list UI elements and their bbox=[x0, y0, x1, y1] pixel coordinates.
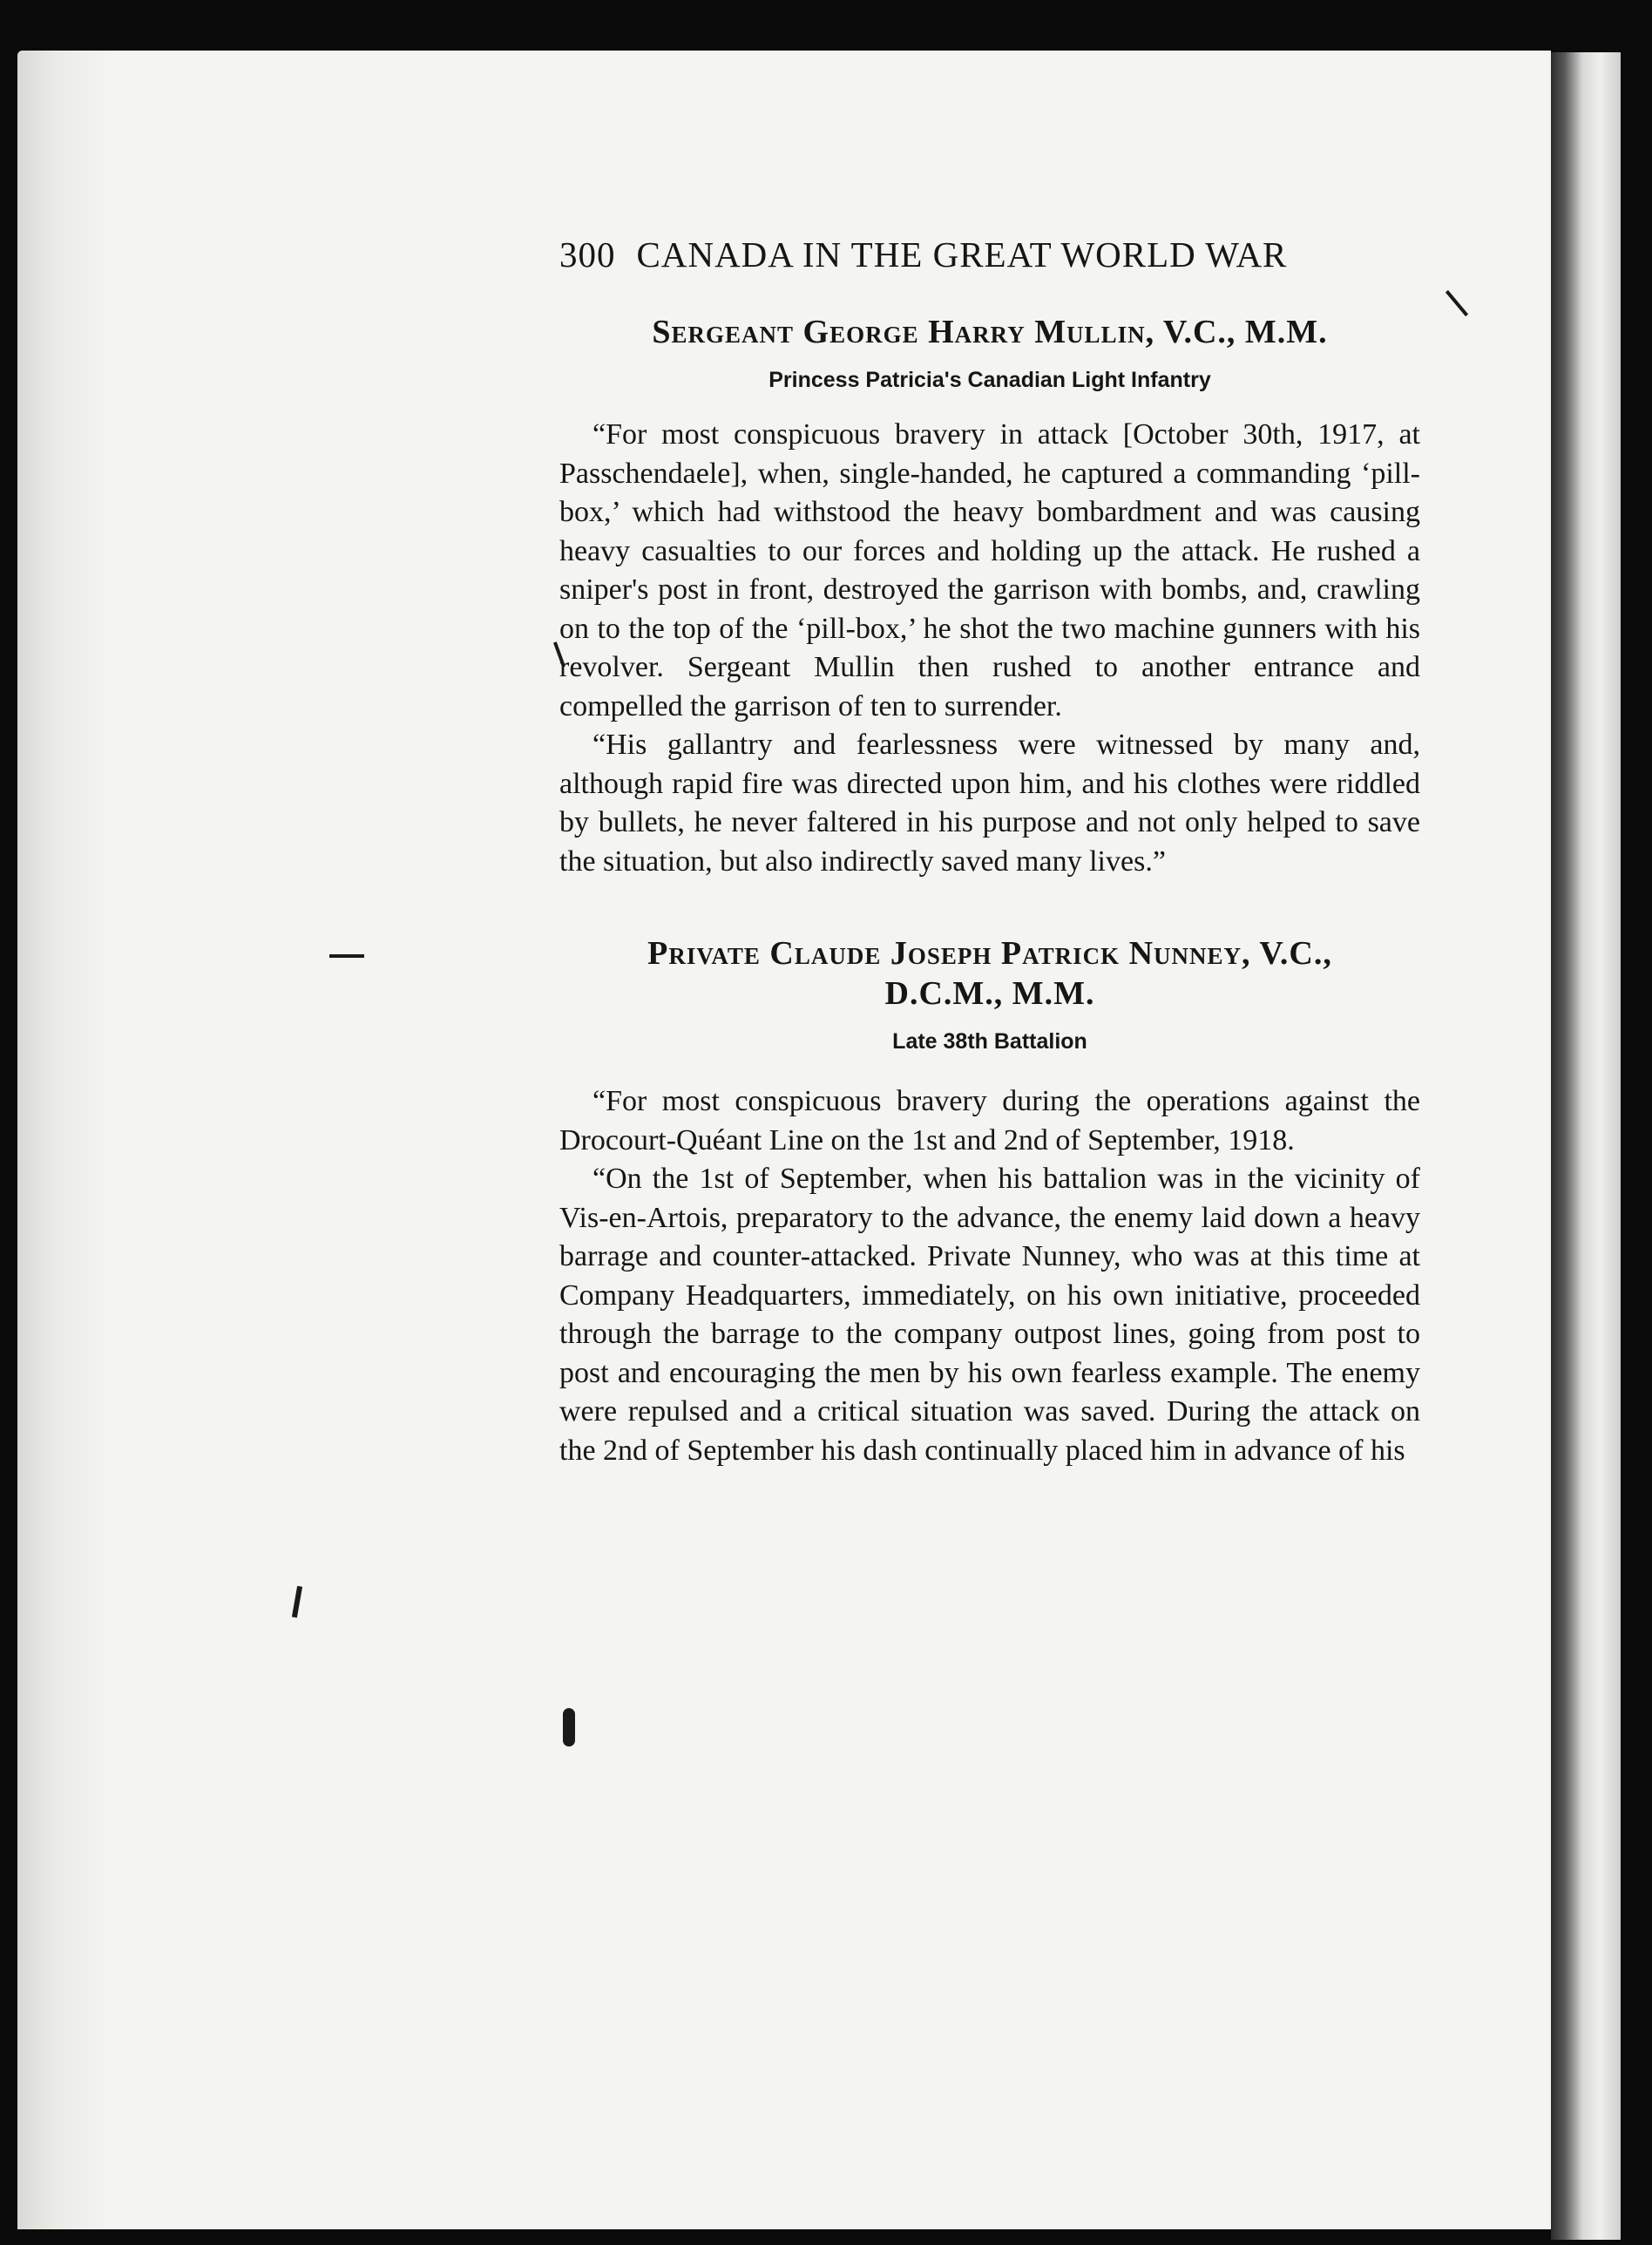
page-gutter-shadow bbox=[17, 51, 113, 2229]
page-number: 300 bbox=[559, 234, 616, 275]
citation-paragraph: “On the 1st of September, when his battalion was in the vicinity of Vis-en-Artois, preparatory to the advance, the enemy laid down a heavy barrage and counter-attacked. Private Nunney, who was at this time at Company Headquarters, immediately, on his own initiative, proceeded through the barrage to the company outpost lines, going from post to post and encouraging the men by his own fearless example. The enemy were repulsed and a critical situation was saved. During the attack on the 2nd of September his dash continually placed him in advance of his bbox=[559, 1163, 1420, 1467]
facing-page-edge bbox=[1551, 52, 1621, 2240]
running-title: CANADA IN THE GREAT WORLD WAR bbox=[636, 234, 1288, 275]
section-heading-mullin: Sergeant George Harry Mullin, V.C., M.M. bbox=[652, 314, 1328, 350]
ink-blot bbox=[563, 1708, 575, 1746]
running-head bbox=[559, 234, 1420, 275]
citation-paragraph: “His gallantry and fearlessness were witnessed by many and, although rapid fire was directed upon him, and his clothes were riddled by bullets, he never faltered in his purpose and not only helped to save the situation, but also indirectly saved many lives.” bbox=[559, 729, 1420, 878]
section-unit-mullin: Princess Patricia's Canadian Light Infantry bbox=[768, 368, 1211, 392]
section-unit-nunney: Late 38th Battalion bbox=[892, 1029, 1087, 1054]
scan-speck bbox=[329, 954, 364, 958]
scan-border bbox=[1621, 52, 1652, 2245]
citation-paragraph: “For most conspicuous bravery during the operations against the Drocourt-Quéant Line on the 1st and 2nd of September, 1918. bbox=[559, 1085, 1420, 1156]
page-text bbox=[559, 234, 1420, 1470]
section-heading-nunney: Private Claude Joseph Patrick Nunney, V.C., D.C.M., M.M. bbox=[647, 935, 1332, 1012]
citation-paragraph: “For most conspicuous bravery in attack [October 30th, 1917, at Passchendaele], when, single-handed, he captured a commanding ‘pill-box,’ which had withstood the heavy bombardment and was causing heavy casualties to our forces and holding up the attack. He rushed a sniper's post in front, destroyed the garrison with bombs, and, crawling on to the top of the ‘pill-box,’ he shot the two machine gunners with his revolver. Sergeant Mullin then rushed to another entrance and compelled the garrison of ten to surrender. bbox=[559, 418, 1420, 722]
